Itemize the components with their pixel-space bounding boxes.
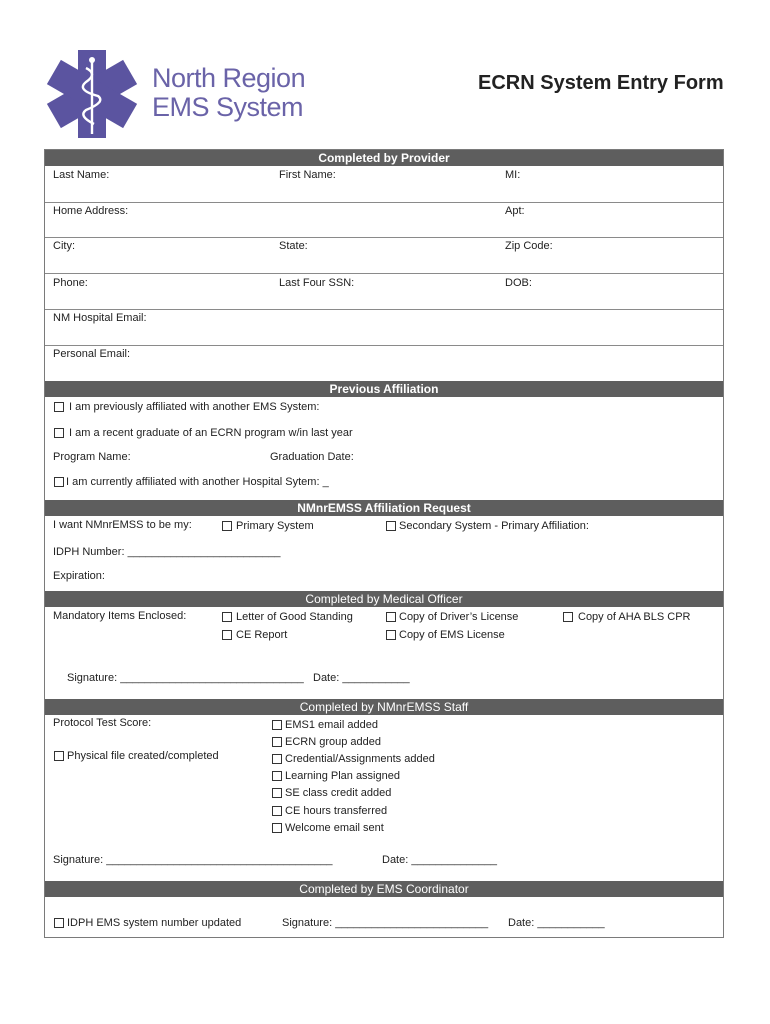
ems-license-checkbox[interactable] xyxy=(386,630,396,640)
graduation-date-label: Graduation Date: xyxy=(270,451,354,463)
staff-item-label: Learning Plan assigned xyxy=(285,770,400,782)
hospital-system-checkbox[interactable] xyxy=(54,477,64,487)
nm-hospital-email-label: NM Hospital Email: xyxy=(53,312,147,324)
staff-signature-line: Signature: _____________________________________ xyxy=(53,854,333,866)
first-name-label: First Name: xyxy=(279,169,336,181)
credential-assignments-checkbox[interactable] xyxy=(272,754,282,764)
dob-label: DOB: xyxy=(505,277,532,289)
staff-item-label: EMS1 email added xyxy=(285,719,378,731)
prev-affiliated-checkbox[interactable] xyxy=(54,402,64,412)
staff-item-label: CE hours transferred xyxy=(285,805,388,817)
brand-line-2: EMS System xyxy=(152,92,304,122)
ssn-label: Last Four SSN: xyxy=(279,277,355,289)
divider xyxy=(45,237,723,238)
mandatory-items-label: Mandatory Items Enclosed: xyxy=(53,610,187,622)
letter-good-standing-checkbox[interactable] xyxy=(222,612,232,622)
last-name-label: Last Name: xyxy=(53,169,110,181)
idph-number-label: IDPH Number: _________________________ xyxy=(53,546,281,558)
section-header-provider: Completed by Provider xyxy=(45,150,723,166)
welcome-email-checkbox[interactable] xyxy=(272,823,282,833)
aha-bls-cpr-label: Copy of AHA BLS CPR xyxy=(578,611,691,623)
home-address-label: Home Address: xyxy=(53,205,129,217)
staff-date-line: Date: ______________ xyxy=(382,854,497,866)
section-header-affiliation: Previous Affiliation xyxy=(45,381,723,397)
hospital-system-label: I am currently affiliated with another Hospital Sytem: _ xyxy=(66,476,329,488)
secondary-system-label: Secondary System - Primary Affiliation: xyxy=(399,520,589,532)
drivers-license-checkbox[interactable] xyxy=(386,612,396,622)
apt-label: Apt: xyxy=(505,205,525,217)
section-header-request: NMnrEMSS Affiliation Request xyxy=(45,500,723,516)
section-header-coordinator: Completed by EMS Coordinator xyxy=(45,881,723,897)
protocol-test-score-label: Protocol Test Score: xyxy=(53,717,152,729)
staff-item-label: Welcome email sent xyxy=(285,822,384,834)
prev-affiliated-label: I am previously affiliated with another EMS System: xyxy=(69,401,320,413)
form-title: ECRN System Entry Form xyxy=(478,72,724,94)
idph-updated-checkbox[interactable] xyxy=(54,918,64,928)
secondary-system-checkbox[interactable] xyxy=(386,521,396,531)
ems-license-label: Copy of EMS License xyxy=(399,629,505,641)
primary-system-label: Primary System xyxy=(236,520,314,532)
coordinator-date-line: Date: ___________ xyxy=(508,917,605,929)
se-class-credit-checkbox[interactable] xyxy=(272,788,282,798)
divider xyxy=(45,345,723,346)
primary-system-checkbox[interactable] xyxy=(222,521,232,531)
personal-email-label: Personal Email: xyxy=(53,348,131,360)
staff-item-label: ECRN group added xyxy=(285,736,382,748)
city-label: City: xyxy=(53,240,75,252)
program-name-label: Program Name: xyxy=(53,451,131,463)
recent-grad-checkbox[interactable] xyxy=(54,428,64,438)
mi-label: MI: xyxy=(505,169,521,181)
coordinator-signature-line: Signature: _________________________ xyxy=(282,917,489,929)
ce-report-checkbox[interactable] xyxy=(222,630,232,640)
ce-hours-checkbox[interactable] xyxy=(272,806,282,816)
medical-date-line: Date: ___________ xyxy=(313,672,410,684)
phone-label: Phone: xyxy=(53,277,88,289)
brand-line-1: North Region xyxy=(152,63,306,93)
ecrn-group-checkbox[interactable] xyxy=(272,737,282,747)
divider xyxy=(45,309,723,310)
expiration-label: Expiration: xyxy=(53,570,105,582)
drivers-license-label: Copy of Driver’s License xyxy=(399,611,519,623)
divider xyxy=(45,202,723,203)
staff-item-label: SE class credit added xyxy=(285,787,392,799)
learning-plan-checkbox[interactable] xyxy=(272,771,282,781)
section-header-staff: Completed by NMnrEMSS Staff xyxy=(45,699,723,715)
physical-file-label: Physical file created/completed xyxy=(67,750,219,762)
physical-file-checkbox[interactable] xyxy=(54,751,64,761)
brand-name xyxy=(152,64,305,122)
section-header-medical: Completed by Medical Officer xyxy=(45,591,723,607)
staff-item-label: Credential/Assignments added xyxy=(285,753,435,765)
star-of-life-logo xyxy=(44,46,140,142)
ems1-email-checkbox[interactable] xyxy=(272,720,282,730)
divider xyxy=(45,273,723,274)
idph-updated-label: IDPH EMS system number updated xyxy=(67,917,242,929)
letter-good-standing-label: Letter of Good Standing xyxy=(236,611,353,623)
entry-form xyxy=(44,149,724,938)
zip-code-label: Zip Code: xyxy=(505,240,553,252)
state-label: State: xyxy=(279,240,308,252)
want-label: I want NMnrEMSS to be my: xyxy=(53,519,192,531)
recent-grad-label: I am a recent graduate of an ECRN program w/in last year xyxy=(69,427,353,439)
medical-signature-line: Signature: ______________________________ xyxy=(67,672,304,684)
aha-bls-cpr-checkbox[interactable] xyxy=(563,612,573,622)
ce-report-label: CE Report xyxy=(236,629,288,641)
